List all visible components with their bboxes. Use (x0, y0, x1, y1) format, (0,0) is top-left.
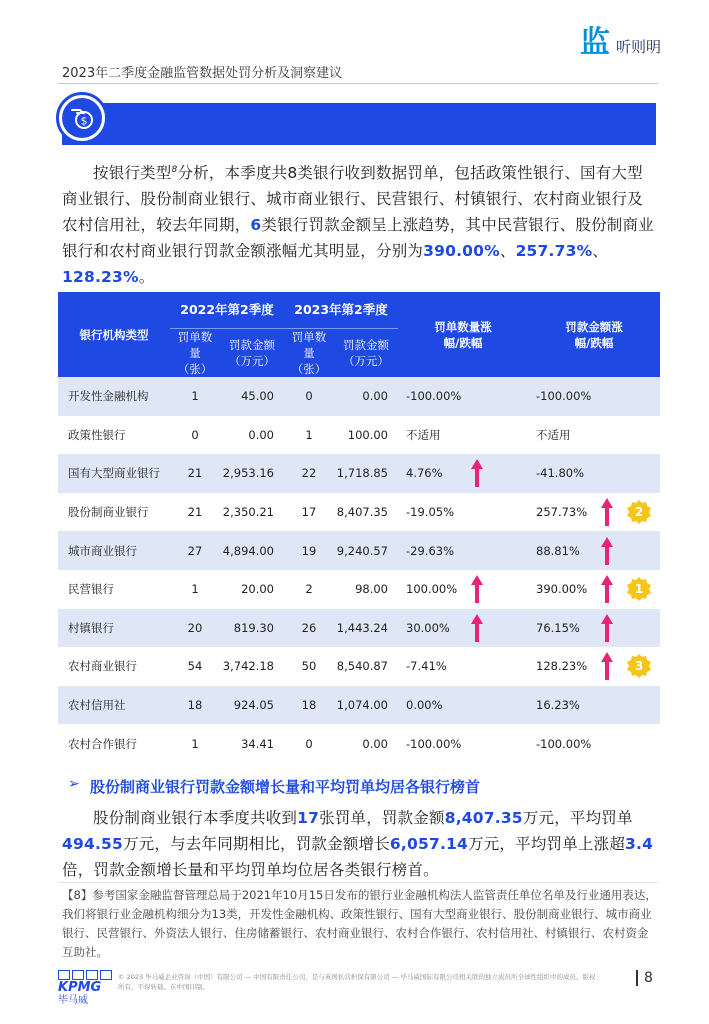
count-change-cell (398, 454, 528, 493)
table-row (58, 647, 660, 686)
highlight-value: 390.00% (423, 242, 500, 261)
amount-2022-cell: 2,350.21 (220, 493, 284, 532)
amount-2023-cell: 8,540.87 (334, 647, 398, 686)
intro-text: 分析，本季度共8类银行收到数据罚单，包括政策性银行、国有大型商业银行、股份制商业银行、城市商业银行、民营银行、村镇银行、农村商业银行及农村信用社，较去年同期， (62, 164, 643, 235)
count-2022-cell: 20 (170, 609, 220, 648)
kpmg-logo (58, 970, 114, 1007)
intro-paragraph (62, 157, 658, 290)
highlight-value: 6,057.14 (389, 835, 469, 853)
section-banner (62, 103, 656, 145)
amount-change-value: 257.73% (536, 505, 588, 520)
up-arrow-icon (600, 651, 614, 681)
count-change-cell (398, 493, 528, 532)
bank-type-cell: 城市商业银行 (58, 531, 170, 570)
col-amount-change: 罚款金额涨幅/跌幅 (528, 292, 660, 377)
money-hand-icon (56, 92, 108, 144)
table-row (58, 570, 660, 609)
amount-2022-cell: 4,894.00 (220, 531, 284, 570)
amount-change-cell (528, 570, 660, 609)
up-arrow-icon (470, 458, 484, 488)
amount-2022-cell: 819.30 (220, 609, 284, 648)
count-2023-cell: 26 (284, 609, 334, 648)
count-change-cell (398, 724, 528, 763)
intro-text: 按银行类型 (93, 164, 172, 183)
count-change-value: -100.00% (406, 736, 462, 751)
rank-badge (626, 653, 652, 679)
up-arrow-icon (600, 536, 614, 566)
page-number: 8 (636, 970, 653, 986)
table-row (58, 609, 660, 648)
brand-logo (579, 25, 661, 60)
count-change-cell (398, 647, 528, 686)
amount-2023-cell: 1,074.00 (334, 686, 398, 725)
amount-2023-cell: 9,240.57 (334, 531, 398, 570)
highlight-value: 3.4 (625, 835, 654, 853)
amount-2023-cell: 0.00 (334, 724, 398, 763)
count-change-value: -19.05% (406, 505, 454, 520)
count-2023-cell: 17 (284, 493, 334, 532)
count-change-value: 4.76% (406, 466, 443, 481)
count-change-value: 100.00% (406, 582, 458, 597)
bank-type-cell: 农村合作银行 (58, 724, 170, 763)
svg-text:$: $ (80, 114, 88, 128)
section-text: 万元，与去年同期相比，罚款金额增长 (123, 835, 390, 853)
amount-change-value: -41.80% (536, 466, 584, 481)
rank-number: 3 (634, 659, 644, 674)
col-count-2022: 罚单数量（张） (170, 329, 220, 378)
period: 。 (138, 268, 155, 287)
footnote-ref[interactable]: 8 (171, 165, 178, 175)
table-row (58, 416, 660, 455)
count-2023-cell: 18 (284, 686, 334, 725)
count-change-cell (398, 686, 528, 725)
count-2023-cell: 19 (284, 531, 334, 570)
amount-2023-cell: 8,407.35 (334, 493, 398, 532)
separator: 、 (592, 242, 609, 261)
amount-change-cell (528, 686, 660, 725)
section-heading: 股份制商业银行罚款金额增长量和平均罚单均居各银行榜首 (90, 778, 481, 796)
count-change-cell (398, 609, 528, 648)
count-change-value: 0.00% (406, 698, 443, 713)
count-2022-cell: 0 (170, 416, 220, 455)
amount-2022-cell: 924.05 (220, 686, 284, 725)
bank-type-cell: 国有大型商业银行 (58, 454, 170, 493)
footnote: 【8】参考国家金融监督管理总局于2021年10月15日发布的银行业金融机构法人监管责任单位名单及行业通用表达，我们将银行业金融机构细分为13类，开发性金融机构、政策性银行、国有大型商业银行、股份制商业银行、城市商业银行、民营银行、外资法人银行、住房储蓄银行、农村商业银行、农村合作银行、农村信用社、村镇银行、农村资金互助社。 (62, 888, 657, 959)
col-bank-type: 银行机构类型 (58, 292, 170, 377)
count-2022-cell: 1 (170, 377, 220, 416)
highlight-value: 8,407.35 (444, 809, 523, 827)
count-2022-cell: 21 (170, 493, 220, 532)
highlight-count: 6 (250, 216, 262, 235)
amount-change-cell (528, 609, 660, 648)
section-text: 万元，平均罚单 (522, 809, 633, 827)
bank-type-cell: 村镇银行 (58, 609, 170, 648)
amount-2022-cell: 0.00 (220, 416, 284, 455)
rank-number: 2 (634, 505, 644, 520)
amount-2023-cell: 0.00 (334, 377, 398, 416)
count-2022-cell: 21 (170, 454, 220, 493)
count-change-cell (398, 377, 528, 416)
count-2023-cell: 50 (284, 647, 334, 686)
section-text: 张罚单，罚款金额 (319, 809, 445, 827)
amount-change-cell (528, 531, 660, 570)
col-group-2023: 2023年第2季度 (284, 292, 398, 329)
count-2023-cell: 22 (284, 454, 334, 493)
count-change-value: 30.00% (406, 620, 450, 635)
count-change-value: 不适用 (406, 427, 441, 442)
amount-change-value: 16.23% (536, 698, 580, 713)
table-row (58, 377, 660, 416)
amount-change-cell (528, 647, 660, 686)
count-change-cell (398, 570, 528, 609)
section-text: 万元，平均罚单上涨超 (468, 835, 626, 853)
col-amount-2023: 罚款金额（万元） (334, 329, 398, 378)
table-row (58, 724, 660, 763)
table-row (58, 686, 660, 725)
header-divider (58, 83, 658, 84)
count-change-value: -29.63% (406, 543, 454, 558)
amount-2022-cell: 45.00 (220, 377, 284, 416)
col-count-2023: 罚单数量（张） (284, 329, 334, 378)
count-2023-cell: 0 (284, 377, 334, 416)
amount-change-value: -100.00% (536, 389, 592, 404)
amount-2022-cell: 20.00 (220, 570, 284, 609)
amount-change-cell (528, 493, 660, 532)
amount-change-cell (528, 416, 660, 455)
amount-change-value: 128.23% (536, 659, 588, 674)
amount-change-cell (528, 377, 660, 416)
amount-2023-cell: 1,718.85 (334, 454, 398, 493)
highlight-value: 257.73% (515, 242, 593, 261)
count-change-value: -7.41% (406, 659, 447, 674)
kpmg-wordmark: KPMG (58, 980, 102, 995)
col-amount-2022: 罚款金额（万元） (220, 329, 284, 378)
rank-number: 1 (634, 582, 644, 597)
kpmg-boxes-icon (58, 970, 114, 980)
separator: 、 (499, 242, 516, 261)
bank-penalty-table (58, 292, 660, 763)
amount-change-value: 76.15% (536, 620, 580, 635)
count-change-value: -100.00% (406, 389, 462, 404)
bank-type-cell: 农村信用社 (58, 686, 170, 725)
count-2022-cell: 27 (170, 531, 220, 570)
amount-change-value: -100.00% (536, 736, 592, 751)
brand-name: 听则明 (615, 38, 661, 56)
amount-2023-cell: 1,443.24 (334, 609, 398, 648)
highlight-value: 128.23% (62, 268, 139, 287)
up-arrow-icon (470, 574, 484, 604)
amount-2023-cell: 98.00 (334, 570, 398, 609)
kpmg-chinese-name: 毕马威 (58, 995, 88, 1006)
bank-type-cell: 开发性金融机构 (58, 377, 170, 416)
rank-badge (626, 576, 652, 602)
highlight-value: 494.55 (62, 835, 124, 853)
amount-change-cell (528, 454, 660, 493)
rank-badge (626, 499, 652, 525)
col-group-2022: 2022年第2季度 (170, 292, 284, 329)
section-paragraph (62, 805, 658, 883)
up-arrow-icon (600, 613, 614, 643)
count-2022-cell: 1 (170, 570, 220, 609)
bullet-arrow-icon: ➢ (68, 776, 80, 792)
amount-change-value: 390.00% (536, 582, 588, 597)
highlight-value: 17 (297, 809, 320, 827)
amount-2022-cell: 2,953.16 (220, 454, 284, 493)
brand-mark: 监 (579, 25, 610, 60)
up-arrow-icon (600, 497, 614, 527)
copyright-notice: © 2023 毕马威企业咨询（中国）有限公司 — 中国有限责任公司，是与英国私营担保有限公司 — 毕马威国际有限公司相关联的独立成员所全球性组织中的成员。版权所有，不得转载。在中国印制。 (118, 973, 596, 991)
count-change-cell (398, 531, 528, 570)
col-count-change: 罚单数量涨幅/跌幅 (398, 292, 528, 377)
count-2022-cell: 18 (170, 686, 220, 725)
document-title: 2023年二季度金融监管数据处罚分析及洞察建议 (62, 66, 343, 81)
amount-2022-cell: 34.41 (220, 724, 284, 763)
amount-change-cell (528, 724, 660, 763)
up-arrow-icon (470, 613, 484, 643)
table-row (58, 493, 660, 532)
intro-text: 类银行罚款金额呈上涨趋势，其中民营银行、股份制商业银行和农村商业银行罚款金额涨幅尤其明显，分别为 (62, 216, 654, 261)
amount-change-value: 88.81% (536, 543, 580, 558)
count-2023-cell: 0 (284, 724, 334, 763)
bank-type-cell: 民营银行 (58, 570, 170, 609)
table-row (58, 531, 660, 570)
bank-type-cell: 政策性银行 (58, 416, 170, 455)
amount-change-value: 不适用 (536, 427, 571, 442)
count-2023-cell: 2 (284, 570, 334, 609)
amount-2023-cell: 100.00 (334, 416, 398, 455)
count-2022-cell: 54 (170, 647, 220, 686)
table-row (58, 454, 660, 493)
amount-2022-cell: 3,742.18 (220, 647, 284, 686)
count-change-cell (398, 416, 528, 455)
up-arrow-icon (600, 574, 614, 604)
section-text: 股份制商业银行本季度共收到 (93, 809, 298, 827)
count-2023-cell: 1 (284, 416, 334, 455)
bank-type-cell: 农村商业银行 (58, 647, 170, 686)
footnote-divider (58, 882, 658, 883)
section-text: 倍，罚款金额增长量和平均罚单均位居各类银行榜首。 (62, 861, 439, 879)
count-2022-cell: 1 (170, 724, 220, 763)
bank-type-cell: 股份制商业银行 (58, 493, 170, 532)
